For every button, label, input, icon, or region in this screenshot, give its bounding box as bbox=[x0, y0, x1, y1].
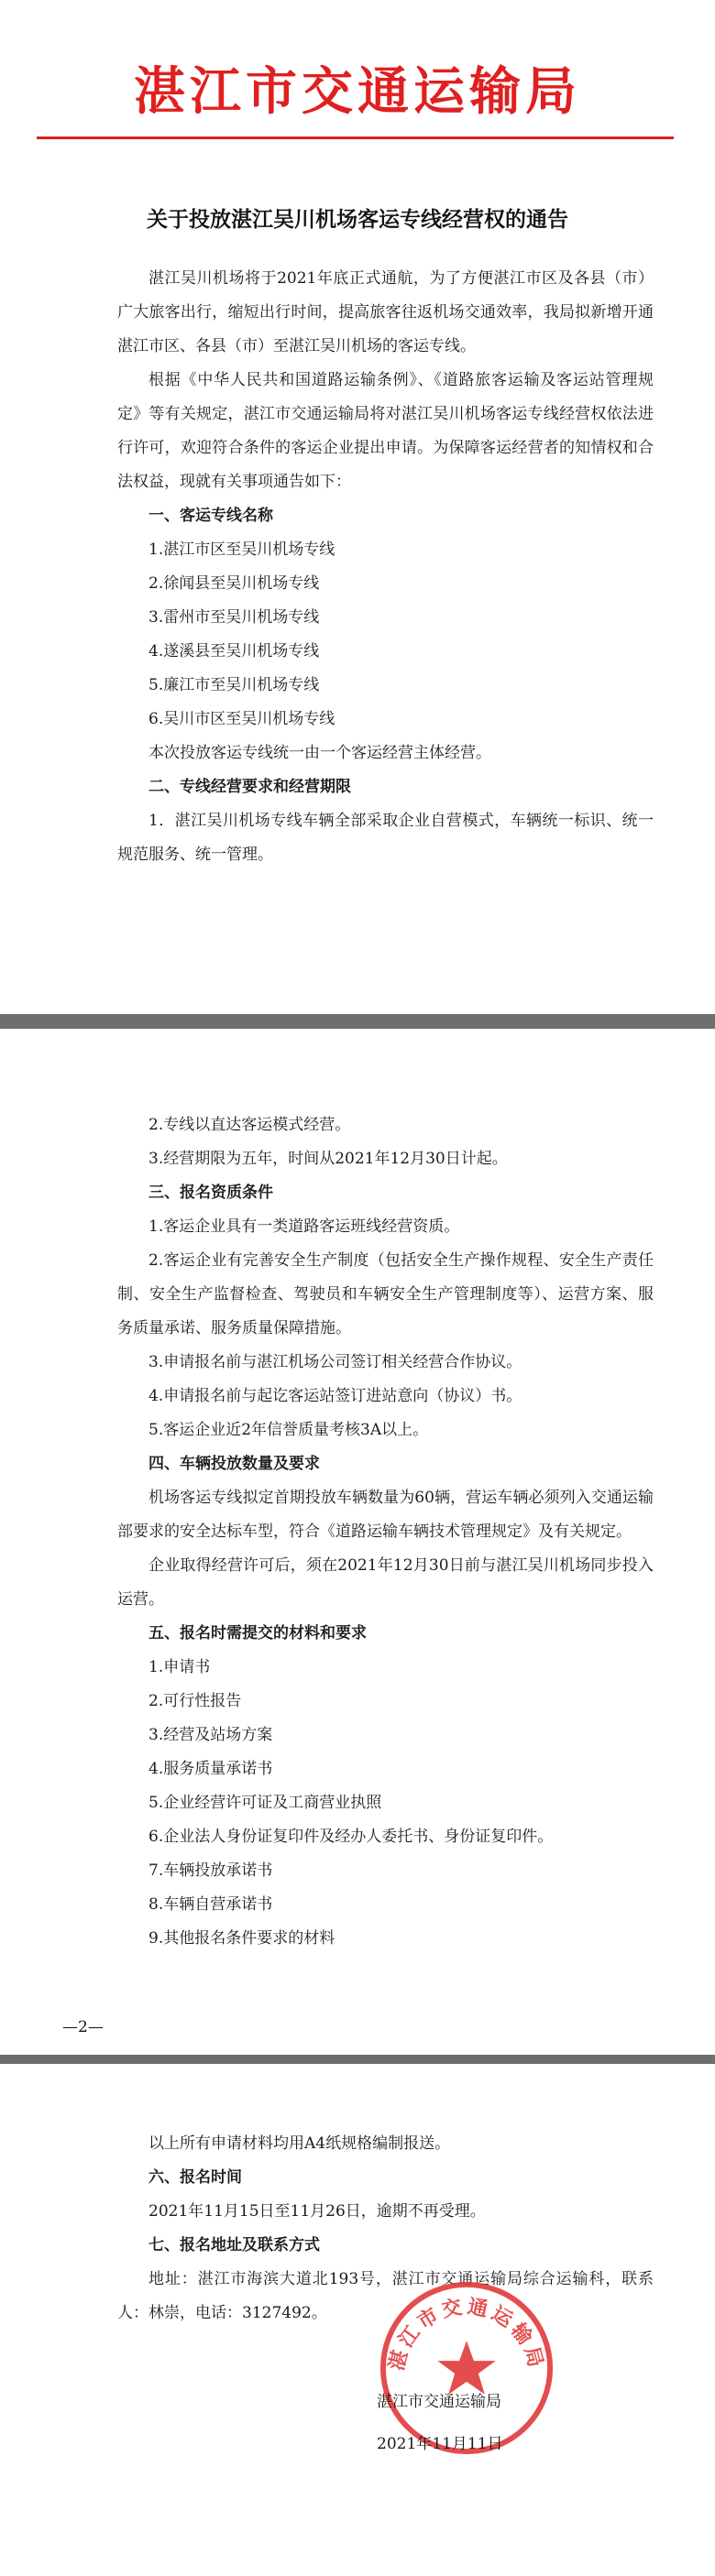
notice-title: 关于投放湛江吴川机场客运专线经营权的通告 bbox=[147, 208, 568, 232]
page-number: —2— bbox=[62, 2018, 104, 2036]
material-item: 7.车辆投放承诺书 bbox=[148, 1861, 273, 1880]
qualification-item: 3.申请报名前与湛江机场公司签订相关经营合作协议。 bbox=[148, 1353, 522, 1371]
material-item: 4.服务质量承诺书 bbox=[148, 1760, 273, 1778]
qualification-item: 2.客运企业有完善安全生产制度（包括安全生产操作规程、安全生产责任制、安全生产监督检查、驾驶员和车辆安全生产管理制度等）、运营方案、服务质量承诺、服务质量保障措施。 bbox=[117, 1251, 654, 1337]
requirement-item: 3.经营期限为五年，时间从2021年12月30日计起。 bbox=[148, 1150, 508, 1168]
letterhead-divider bbox=[37, 136, 674, 139]
route-item: 6.吴川市区至吴川机场专线 bbox=[148, 710, 336, 728]
material-item: 9.其他报名条件要求的材料 bbox=[148, 1929, 336, 1948]
material-item: 2.可行性报告 bbox=[148, 1692, 242, 1710]
route-item: 5.廉江市至吴川机场专线 bbox=[148, 676, 320, 694]
contact-address: 地址：湛江市海滨大道北193号，湛江市交通运输局综合运输科，联系人：林崇，电话：3127492。 bbox=[117, 2270, 654, 2322]
requirement-item: 2.专线以直达客运模式经营。 bbox=[148, 1116, 351, 1134]
routes-note: 本次投放客运专线统一由一个客运经营主体经营。 bbox=[148, 744, 491, 762]
section-heading-time: 六、报名时间 bbox=[148, 2168, 242, 2187]
seal-text: 湛江市交通运输局 bbox=[385, 2295, 548, 2374]
section-heading-qualifications: 三、报名资质条件 bbox=[148, 1184, 273, 1202]
registration-time: 2021年11月15日至11月26日，逾期不再受理。 bbox=[148, 2202, 486, 2221]
format-note: 以上所有申请材料均用A4纸规格编制报送。 bbox=[148, 2134, 451, 2153]
route-item: 1.湛江市区至吴川机场专线 bbox=[148, 540, 336, 559]
section-heading-vehicles: 四、车辆投放数量及要求 bbox=[148, 1455, 320, 1473]
material-item: 1.申请书 bbox=[148, 1658, 211, 1676]
seal-star-icon bbox=[437, 2341, 495, 2394]
section-heading-requirements: 二、专线经营要求和经营期限 bbox=[148, 778, 351, 796]
material-item: 8.车辆自营承诺书 bbox=[148, 1895, 273, 1914]
requirement-item: 1．湛江吴川机场专线车辆全部采取企业自营模式，车辆统一标识、统一规范服务、统一管理。 bbox=[117, 812, 654, 864]
signature-organization: 湛江市交通运输局 bbox=[377, 2393, 501, 2411]
vehicles-paragraph: 机场客运专线拟定首期投放车辆数量为60辆，营运车辆必须列入交通运输部要求的安全达标车型，符合《道路运输车辆技术管理规定》及有关规定。 bbox=[117, 1489, 654, 1541]
qualification-item: 1.客运企业具有一类道路客运班线经营资质。 bbox=[148, 1217, 460, 1236]
material-item: 3.经营及站场方案 bbox=[148, 1726, 273, 1744]
official-seal-icon bbox=[376, 2277, 557, 2459]
route-item: 3.雷州市至吴川机场专线 bbox=[148, 608, 320, 627]
body-page-2 bbox=[117, 1108, 654, 1956]
route-item: 2.徐闻县至吴川机场专线 bbox=[148, 574, 320, 593]
qualification-item: 4.申请报名前与起讫客运站签订进站意向（协议）书。 bbox=[148, 1387, 522, 1405]
body-page-1 bbox=[117, 262, 654, 872]
material-item: 6.企业法人身份证复印件及经办人委托书、身份证复印件。 bbox=[148, 1828, 554, 1846]
intro-paragraph: 湛江吴川机场将于2021年底正式通航，为了方便湛江市区及各县（市）广大旅客出行，缩短出行时间，提高旅客往返机场交通效率，我局拟新增开通湛江市区、各县（市）至湛江吴川机场的客运专线。 bbox=[117, 269, 654, 355]
section-heading-routes: 一、客运专线名称 bbox=[148, 507, 273, 525]
section-heading-address: 七、报名地址及联系方式 bbox=[148, 2236, 320, 2254]
launch-paragraph: 企业取得经营许可后，须在2021年12月30日前与湛江吴川机场同步投入运营。 bbox=[117, 1556, 654, 1609]
document-page-1 bbox=[0, 0, 715, 1014]
section-heading-materials: 五、报名时需提交的材料和要求 bbox=[148, 1624, 367, 1643]
signature-date: 2021年11月11日 bbox=[377, 2435, 503, 2453]
letterhead: 湛江市交通运输局 bbox=[134, 62, 581, 122]
basis-paragraph: 根据《中华人民共和国道路运输条例》、《道路旅客运输及客运站管理规定》等有关规定，湛江市交通运输局将对湛江吴川机场客运专线经营权依法进行许可，欢迎符合条件的客运企业提出申请。为保障客运经营者的知情权和合法权益，现就有关事项通告如下： bbox=[117, 371, 654, 491]
material-item: 5.企业经营许可证及工商营业执照 bbox=[148, 1794, 382, 1812]
route-item: 4.遂溪县至吴川机场专线 bbox=[148, 642, 320, 660]
qualification-item: 5.客运企业近2年信誉质量考核3A以上。 bbox=[148, 1421, 429, 1439]
